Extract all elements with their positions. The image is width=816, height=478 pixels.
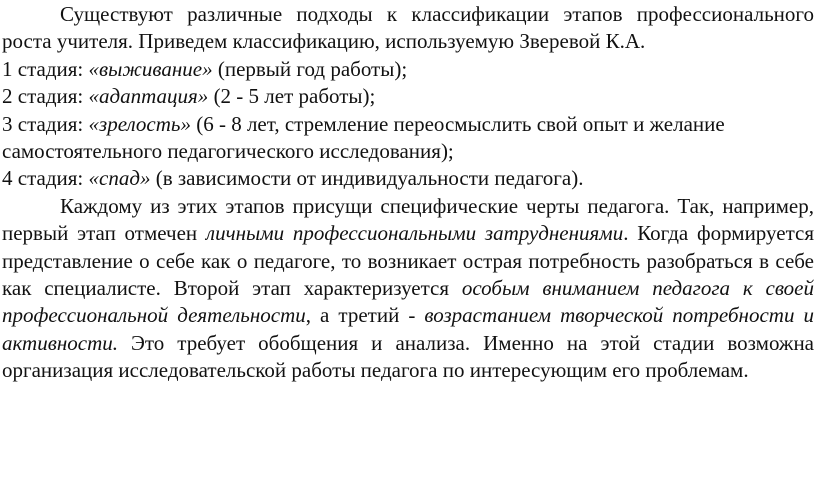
stage-1-prefix: 1 стадия:: [2, 56, 89, 81]
stage-line-4: [2, 165, 814, 192]
stage-4-name: «спад»: [88, 166, 151, 191]
body-emphasis-2: особым вниманием педагога к своей профессиональной деятельности: [2, 276, 814, 328]
stage-line-3: [2, 111, 814, 166]
intro-paragraph: [2, 1, 814, 56]
stage-3-prefix: 3 стадия:: [2, 111, 89, 136]
stage-2-suffix: (2 - 5 лет работы);: [208, 84, 376, 109]
body-text-2: . Когда формируется представление о себе как о педагоге, то возникает острая потребность разобраться в себе как специалисте. Второй этап характеризуется: [2, 221, 814, 301]
stage-line-2: [2, 83, 814, 110]
stage-2-name: «адаптация»: [88, 84, 209, 109]
body-text-1: Каждому из этих этапов присущи специфические черты педагога. Так, например, первый этап отмечен: [2, 193, 814, 246]
body-emphasis-1: личными профессиональными затруднениями: [205, 221, 624, 246]
body-paragraph: [2, 193, 814, 385]
body-text-4: Это требует обобщения и анализа. Именно на этой стадии возможна организация исследовательской работы педагога по интересующим его проблемам.: [2, 330, 814, 383]
body-emphasis-3: возрастанием творческой потребности и активности.: [2, 303, 814, 355]
stage-2-prefix: 2 стадия:: [2, 84, 89, 109]
stage-1-name: «выживание»: [88, 56, 213, 81]
intro-text: Существуют различные подходы к классификации этапов профессионального роста учителя. Приведем классификацию, используемую Зверевой К.А.: [2, 2, 814, 54]
stage-4-suffix: (в зависимости от индивидуальности педагога).: [150, 166, 584, 191]
body-text-3: , а третий -: [305, 303, 425, 328]
stage-1-suffix: (первый год работы);: [212, 56, 408, 81]
stage-4-prefix: 4 стадия:: [2, 166, 89, 191]
stage-3-name: «зрелость»: [88, 111, 191, 136]
stage-line-1: [2, 56, 814, 83]
stage-3-suffix: (6 - 8 лет, стремление переосмыслить свой опыт и желание самостоятельного педагогического исследования);: [2, 111, 725, 164]
